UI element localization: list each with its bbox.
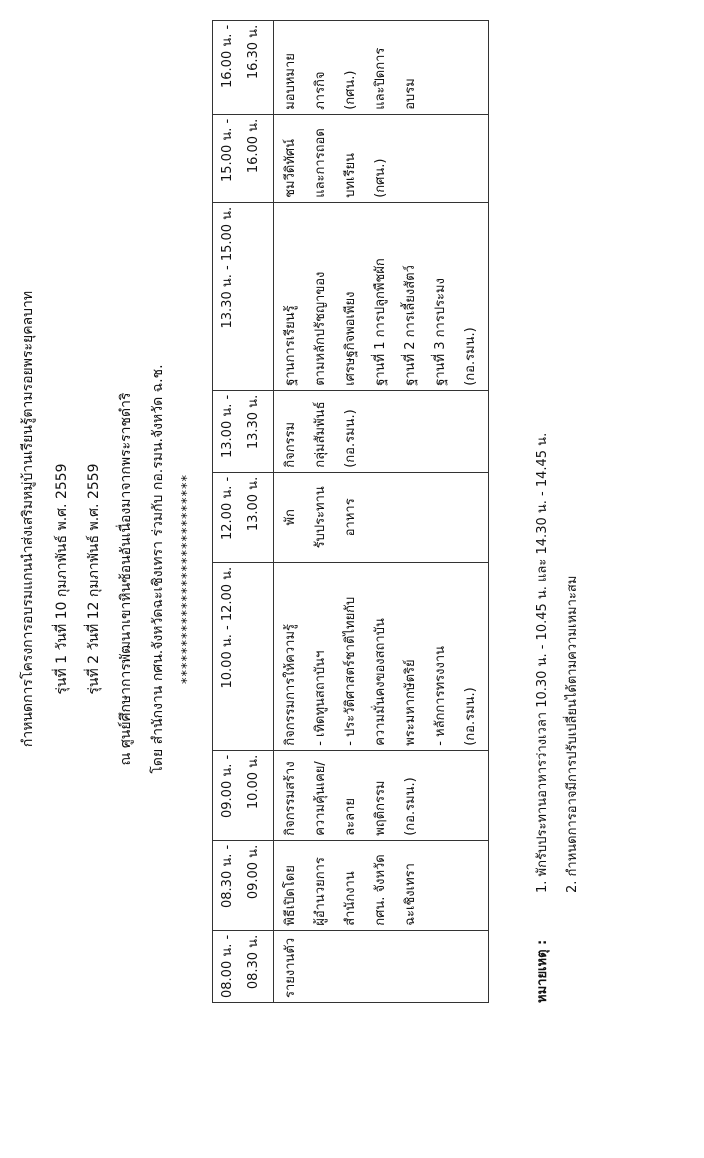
- time-text: 12.00 น. -: [220, 476, 235, 540]
- activity-cell: [274, 930, 489, 1002]
- activity-cell: [274, 750, 489, 840]
- time-cell: [213, 390, 274, 472]
- time-text: 08.30 น.: [246, 934, 261, 990]
- activity-text: รับประทาน: [313, 486, 328, 549]
- time-text: 13.30 น. - 15.00 น.: [220, 206, 235, 329]
- time-cell: [213, 930, 274, 1002]
- activity-cell: [274, 840, 489, 930]
- activity-text: กิจกรรมการให้ความรู้: [283, 623, 298, 746]
- activity-text: พัก: [283, 509, 298, 526]
- time-text: 10.00 น. - 12.00 น.: [220, 566, 235, 689]
- activity-text: (กอ.รมน.): [343, 409, 358, 468]
- time-text: 09.00 น.: [246, 844, 261, 900]
- time-text: 10.00 น.: [246, 754, 261, 810]
- activity-row: [274, 20, 489, 1002]
- remark-item: 2. กำหนดการอาจมีการปรับเปลี่ยนได้ตามความเหมาะสม: [565, 575, 580, 893]
- activity-text: สำนักงาน: [343, 871, 358, 926]
- time-text: 13.00 น.: [246, 476, 261, 532]
- activity-text: และปิดการ: [373, 47, 388, 110]
- time-cell: [213, 750, 274, 840]
- batch-1-date: รุ่นที่ 1 วันที่ 10 กุมภาพันธ์ พ.ศ. 2559: [54, 463, 70, 695]
- divider-stars: ****************************: [180, 474, 195, 684]
- activity-text: ฐานที่ 3 การประมง: [433, 278, 448, 386]
- activity-text: - ประวัติศาสตร์ชาติไทยกับ: [343, 596, 358, 746]
- time-text: 15.00 น. -: [220, 118, 235, 182]
- activity-cell: [274, 390, 489, 472]
- activity-text: อบรม: [403, 78, 418, 110]
- time-text: 16.00 น.: [246, 118, 261, 174]
- activity-text: ชมวีดิทัศน์: [283, 138, 298, 198]
- activity-text: ตามหลักปรัชญาของ: [313, 271, 328, 386]
- activity-text: - เทิดทูนสถาบันฯ: [313, 650, 328, 746]
- activity-text: (กอ.รมน.): [463, 327, 478, 386]
- activity-cell: [274, 472, 489, 562]
- activity-text: ภารกิจ: [313, 71, 328, 110]
- activity-text: กิจกรรม: [283, 421, 298, 468]
- activity-text: - หลักการทรงงาน: [433, 645, 448, 746]
- activity-cell: [274, 114, 489, 202]
- time-text: 16.00 น. -: [220, 24, 235, 88]
- activity-text: (กอ.รมน.): [403, 777, 418, 836]
- activity-text: บทเรียน: [343, 153, 358, 198]
- activity-text: กิจกรรมสร้าง: [283, 761, 298, 836]
- activity-text: ความมั่นคงของสถาบัน: [373, 618, 388, 746]
- activity-text: อาหาร: [343, 498, 358, 537]
- time-text: 13.00 น. -: [220, 394, 235, 458]
- schedule-title: กำหนดการโครงการอบรมแกนนำส่งเสริมหมู่บ้านเรียนรู้ตามรอยพระยุคลบาท: [20, 290, 36, 748]
- activity-text: ความคุ้นเคย/: [313, 761, 328, 836]
- activity-text: (กศน.): [373, 158, 388, 198]
- time-cell: [213, 562, 274, 750]
- activity-text: พิธีเปิดโดย: [283, 865, 298, 926]
- schedule-table: [212, 20, 489, 1003]
- activity-text: เศรษฐกิจพอเพียง: [343, 291, 358, 386]
- activity-cell: [274, 20, 489, 114]
- activity-text: ฐานที่ 2 การเลี้ยงสัตว์: [403, 265, 418, 386]
- activity-text: ฐานการเรียนรู้: [283, 305, 298, 386]
- time-cell: [213, 472, 274, 562]
- time-cell: [213, 114, 274, 202]
- activity-text: กศน. จังหวัด: [373, 854, 388, 926]
- activity-text: พฤติกรรม: [373, 780, 388, 836]
- activity-text: และการถอด: [313, 128, 328, 198]
- remarks-label: หมายเหตุ :: [535, 939, 550, 1003]
- remark-item: 1. พักรับประทานอาหารว่างเวลา 10.30 น. - 10.45 น. และ 14.30 น. - 14.45 น.: [535, 432, 550, 893]
- time-row: [213, 20, 274, 1002]
- time-text: 09.00 น. -: [220, 754, 235, 818]
- activity-text: ผู้อำนวยการ: [313, 857, 328, 926]
- venue: ณ ศูนย์ศึกษาการพัฒนาเขาหินซ้อนอันเนื่องมาจากพระราชดำริ: [118, 392, 134, 766]
- activity-text: พระมหากษัตริย์: [403, 659, 418, 746]
- batch-2-date: รุ่นที่ 2 วันที่ 12 กุมภาพันธ์ พ.ศ. 2559: [86, 463, 102, 695]
- time-cell: [213, 20, 274, 114]
- activity-text: (กอ.รมน.): [463, 687, 478, 746]
- activity-cell: [274, 562, 489, 750]
- activity-text: ฉะเชิงเทรา: [403, 863, 418, 926]
- activity-text: ฐานที่ 1 การปลูกพืชผัก: [373, 258, 388, 386]
- activity-text: รายงานตัว: [283, 937, 298, 998]
- organizer: โดย สำนักงาน กศน.จังหวัดฉะเชิงเทรา ร่วมกับ กอ.รมน.จังหวัด ฉ.ช.: [150, 364, 166, 774]
- activity-text: (กศน.): [343, 70, 358, 110]
- time-cell: [213, 202, 274, 390]
- time-text: 08.00 น. -: [220, 934, 235, 998]
- time-text: 08.30 น. -: [220, 844, 235, 908]
- activity-text: ละลาย: [343, 797, 358, 836]
- time-text: 13.30 น.: [246, 394, 261, 450]
- activity-text: กลุ่มสัมพันธ์: [313, 401, 328, 468]
- activity-text: มอบหมาย: [283, 53, 298, 110]
- activity-cell: [274, 202, 489, 390]
- time-cell: [213, 840, 274, 930]
- time-text: 16.30 น.: [246, 24, 261, 80]
